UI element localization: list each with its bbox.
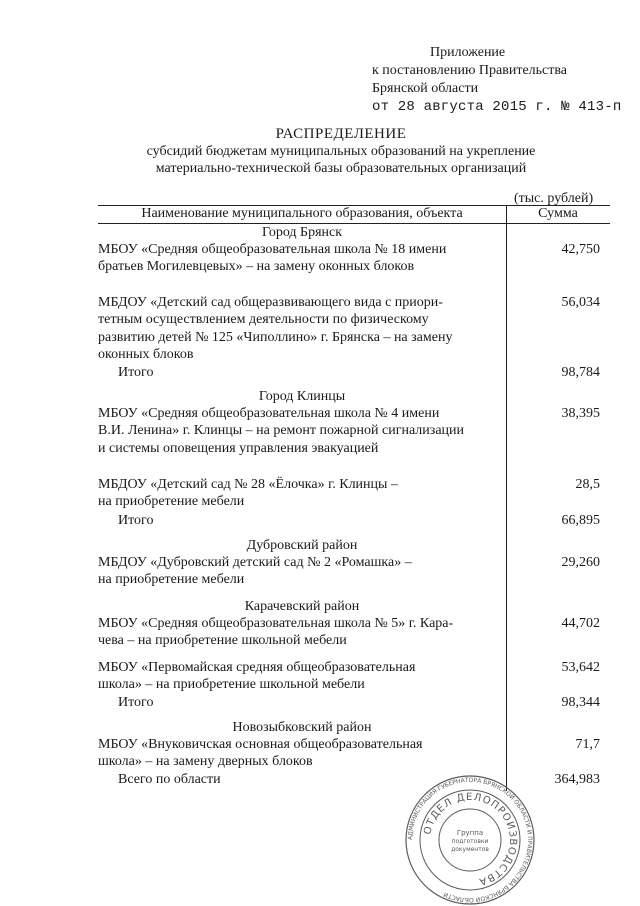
row-name xyxy=(98,659,503,694)
annex-region: Брянской области xyxy=(372,81,479,96)
group-heading: Дубровский район xyxy=(246,538,358,553)
row-line: на приобретение мебели xyxy=(98,494,245,510)
annex-block xyxy=(372,44,621,116)
row-value: 71,7 xyxy=(575,737,600,752)
row-value: 44,702 xyxy=(561,616,600,631)
row-value: 56,034 xyxy=(561,295,600,310)
title-subtitle-1: субсидий бюджетам муниципальных образований на укрепление xyxy=(146,144,536,159)
stamp-outer-text: АДМИНИСТРАЦИЯ ГУБЕРНАТОРА БРЯНСКОЙ ОБЛАСТИ И ПРАВИТЕЛЬСТВА БРЯНСКОЙ ОБЛАСТИ xyxy=(406,776,534,904)
row-line: МБДОУ «Дубровский детский сад № 2 «Ромашка» – xyxy=(98,555,412,570)
row-line: МБДОУ «Детский сад № 28 «Ёлочка» г. Клинцы – xyxy=(98,477,398,492)
row-line: чева – на приобретение школьной мебели xyxy=(98,633,347,649)
row-value: 53,642 xyxy=(561,660,600,675)
row-value: 29,260 xyxy=(561,555,600,570)
row-line: и системы оповещения управления эвакуацией xyxy=(98,440,379,456)
row-name: Итого xyxy=(118,695,154,710)
annex-date-number: от 28 августа 2015 г. № 413-п xyxy=(372,99,622,115)
row-line: оконных блоков xyxy=(98,346,194,362)
row-line: В.И. Ленина» г. Клинцы – на ремонт пожарной сигнализации xyxy=(98,423,465,439)
group-heading: Город Брянск xyxy=(261,225,343,240)
row-name xyxy=(98,294,503,363)
row-name xyxy=(98,476,503,511)
row-line: МБДОУ «Детский сад общеразвивающего вида с приори- xyxy=(98,295,443,310)
stamp-ring-text: ОТДЕЛ ДЕЛОПРОИЗВОДСТВА xyxy=(422,791,519,888)
table-header xyxy=(98,206,610,224)
row-line: школа» – на замену дверных блоков xyxy=(98,754,313,770)
stamp-center-line-1: Группа xyxy=(456,829,484,837)
annex-label: Приложение xyxy=(430,45,506,60)
row-name: Всего по области xyxy=(118,772,221,787)
units-note: (тыс. рублей) xyxy=(514,191,594,206)
header-name: Наименование муниципального образования, объекта xyxy=(141,206,463,221)
header-sum: Сумма xyxy=(538,206,578,221)
row-name xyxy=(98,736,503,771)
row-line: МБОУ «Средняя общеобразовательная школа № 18 имени xyxy=(98,242,447,257)
row-line: развитию детей № 125 «Чиполлино» г. Брянска – на замену xyxy=(98,329,453,345)
annex-resolution: к постановлению Правительства xyxy=(372,63,568,78)
row-line: МБОУ «Средняя общеобразовательная школа № 5» г. Кара- xyxy=(98,616,454,631)
row-value: 98,784 xyxy=(561,365,600,380)
row-name xyxy=(98,615,503,650)
row-line: братьев Могилевцевых» – на замену оконных блоков xyxy=(98,259,415,275)
row-line: школа» – на приобретение школьной мебели xyxy=(98,677,365,693)
row-line: МБОУ «Внуковичская основная общеобразовательная xyxy=(98,737,423,752)
row-value: 38,395 xyxy=(561,406,600,421)
row-value: 98,344 xyxy=(561,695,600,710)
title-subtitle-2: материально-технической базы образовательных организаций xyxy=(155,161,527,176)
row-name: Итого xyxy=(118,513,154,528)
row-name xyxy=(98,554,503,589)
row-line: МБОУ «Первомайская средняя общеобразовательная xyxy=(98,660,416,675)
distribution-table xyxy=(98,205,610,787)
group-heading: Город Клинцы xyxy=(258,389,346,404)
stamp-center-line-3: документов xyxy=(451,846,489,853)
row-name: Итого xyxy=(118,365,154,380)
row-value: 364,983 xyxy=(554,772,600,787)
stamp-center-line-2: подготовки xyxy=(451,838,489,845)
row-value: 66,895 xyxy=(561,513,600,528)
row-value: 42,750 xyxy=(561,242,600,257)
document-title xyxy=(60,126,622,177)
group-heading: Новозыбковский район xyxy=(232,720,372,735)
group-heading: Карачевский район xyxy=(244,599,360,614)
row-name xyxy=(98,405,503,457)
row-line: на приобретение мебели xyxy=(98,572,245,588)
title-heading: РАСПРЕДЕЛЕНИЕ xyxy=(275,126,407,142)
row-value: 28,5 xyxy=(575,477,600,492)
official-stamp xyxy=(404,774,536,906)
row-line: МБОУ «Средняя общеобразовательная школа № 4 имени xyxy=(98,406,440,421)
row-name xyxy=(98,241,503,276)
row-line: тетным осуществлением деятельности по физическому xyxy=(98,312,429,328)
